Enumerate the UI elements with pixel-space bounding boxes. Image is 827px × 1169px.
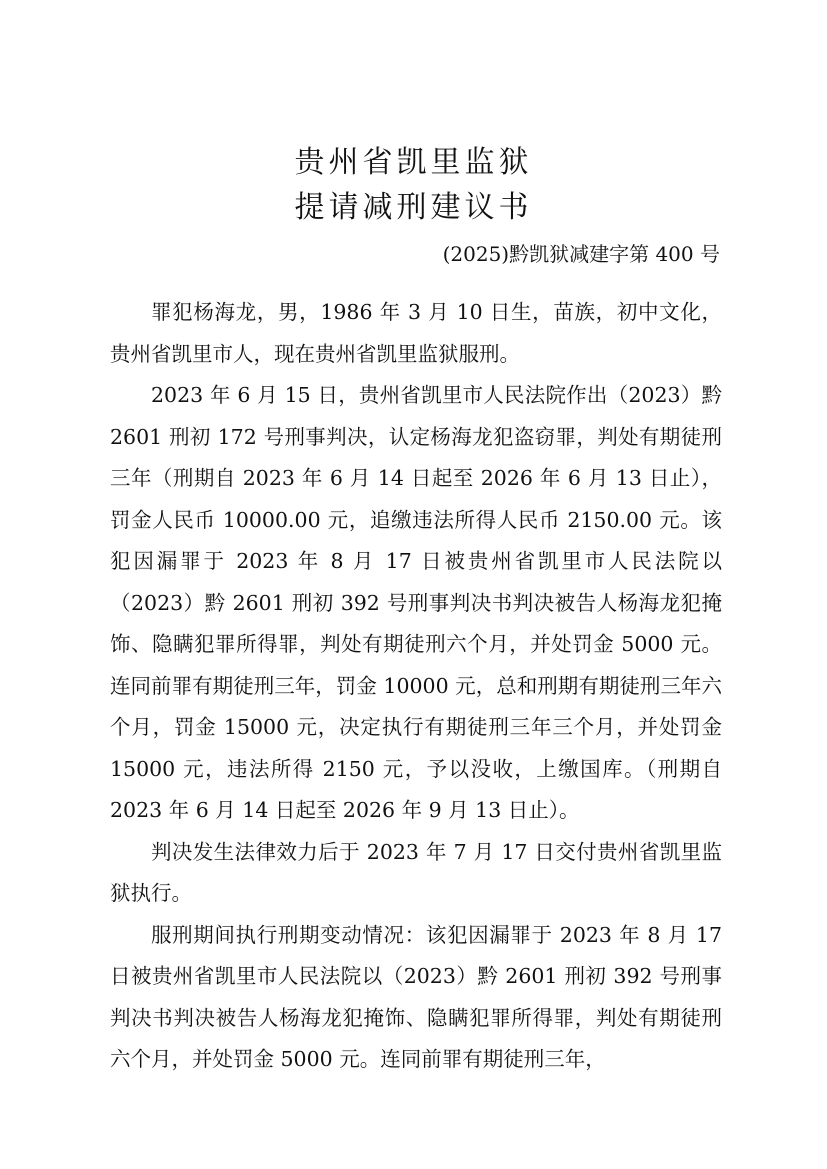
document-title-line2: 提请减刑建议书 (294, 190, 533, 225)
paragraph-delivery: 判决发生法律效力后于 2023 年 7 月 17 日交付贵州省凯里监狱执行。 (110, 839, 722, 905)
document-number: (2025)黔凯狱减建字第 400 号 (442, 242, 720, 266)
paragraph-sentence-changes: 服刑期间执行刑期变动情况：该犯因漏罪于 2023 年 8 月 17 日被贵州省凯里市人民法院以（2023）黔 2601 刑初 392 号刑事判决书判决被告人杨海龙犯掩饰、隐瞒犯罪所得罪，判处有期徒刑六个月，并处罚金 5000 元。连同前罪有期徒刑三年， (110, 922, 722, 1071)
document-title-line1: 贵州省凯里监狱 (294, 145, 533, 180)
paragraph-criminal-info: 罪犯杨海龙，男，1986 年 3 月 10 日生，苗族，初中文化，贵州省凯里市人，现在贵州省凯里监狱服刑。 (110, 300, 722, 366)
document-body (110, 292, 722, 1081)
paragraph-judgment: 2023 年 6 月 15 日，贵州省凯里市人民法院作出（2023）黔 2601 刑初 172 号刑事判决，认定杨海龙犯盗窃罪，判处有期徒刑三年（刑期自 2023 年 6 月 14 日起至 2026 年 6 月 13 日止），罚金人民币 10000.00 元，追缴违法所得人民币 2150.00 元。该犯因漏罪于 2023 年 8 月 17 日被贵州省凯里市人民法院以（2023）黔 2601 刑初 392 号刑事判决书判决被告人杨海龙犯掩饰、隐瞒犯罪所得罪，判处有期徒刑六个月，并处罚金 5000 元。连同前罪有期徒刑三年，罚金 10000 元，总和刑期有期徒刑三年六个月，罚金 15000 元，决定执行有期徒刑三年三个月，并处罚金 15000 元，违法所得 2150 元，予以没收，上缴国库。（刑期自 2023 年 6 月 14 日起至 2026 年 9 月 13 日止）。 (110, 383, 722, 822)
